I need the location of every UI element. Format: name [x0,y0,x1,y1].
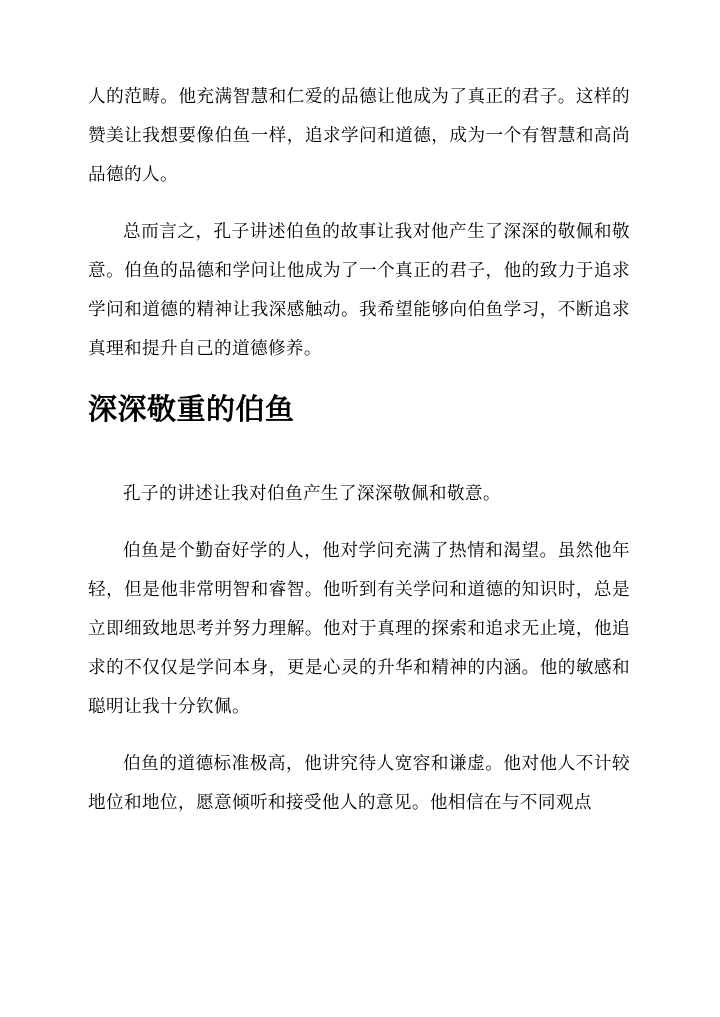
document-page [88,78,630,841]
section-heading: 深深敬重的伯鱼 [88,392,295,426]
paragraph-continuation: 人的范畴。他充满智慧和仁爱的品德让他成为了真正的君子。这样的赞美让我想要像伯鱼一样，追求学问和道德，成为一个有智慧和高尚品德的人。 [88,87,630,185]
paragraph-conclusion: 总而言之，孔子讲述伯鱼的故事让我对他产生了深深的敬佩和敬意。伯鱼的品德和学问让他成为了一个真正的君子，他的致力于追求学问和道德的精神让我深感触动。我希望能够向伯鱼学习，不断追求真理和提升自己的道德修养。 [88,222,630,359]
paragraph-morality: 伯鱼的道德标准极高，他讲究待人宽容和谦虚。他对他人不计较地位和地位，愿意倾听和接受他人的意见。他相信在与不同观点 [88,754,630,813]
paragraph-intro: 孔子的讲述让我对伯鱼产生了深深敬佩和敬意。 [123,484,501,504]
paragraph-diligence: 伯鱼是个勤奋好学的人，他对学问充满了热情和渴望。虽然他年轻，但是他非常明智和睿智。他听到有关学问和道德的知识时，总是立即细致地思考并努力理解。他对于真理的探索和追求无止境，他追求的不仅仅是学问本身，更是心灵的升华和精神的内涵。他的敏感和聪明让我十分钦佩。 [88,541,630,717]
